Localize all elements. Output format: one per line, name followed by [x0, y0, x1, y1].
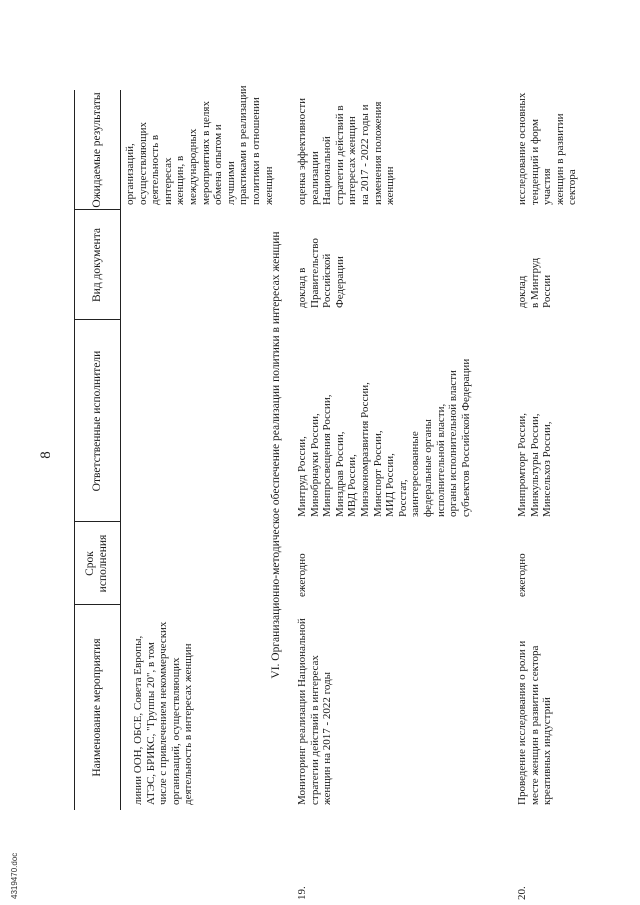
row-name: Мониторинг реализации Национальной стратегии действий в интересах женщин на 2017 - 2022 годы — [296, 618, 334, 805]
row-term: ежегодно — [296, 553, 308, 597]
header-name: Наименование мероприятия — [90, 638, 103, 777]
header-bottom-border — [120, 90, 121, 810]
header-doc-type: Вид документа — [90, 228, 103, 302]
header-term: Срок исполнения — [84, 534, 109, 593]
row-number: 20. — [516, 886, 528, 900]
row-doc-type: доклад в Минтруд России — [516, 257, 554, 308]
row-number: 19. — [296, 886, 308, 900]
row-name: Проведение исследования о роли и месте женщин в развитии сектора креативных индустрий — [516, 640, 554, 805]
header-executors: Ответственные исполнители — [90, 350, 103, 492]
row-results: исследование основных тенденций и форм участия женщин в развитии сектора — [516, 92, 579, 205]
section-title: VI. Организационно-методическое обеспечение реализации политики в интересах женщин — [270, 231, 282, 679]
row-results: оценка эффективности реализации Национальной стратегии действий в интересах женщин на 2017 - 2022 годы и изменения положения женщин — [296, 97, 397, 205]
row-executors: Минтруд России, Минобрнауки России, Минпросвещения России, Минздрав России, МВД России, Минэкономразвития России, Минспорт России, МИД России, Росстат, заинтересованные федеральные органы исполнительной власти, органы исполнительной власти субъектов Российской Федерации — [296, 358, 472, 517]
continuation-results: организаций, осуществляющих деятельность в интересах женщин, в международных мероприятиях в целях обмена опытом и лучшими практиками в реализации политики в отношении женщин — [124, 85, 275, 205]
row-doc-type: доклад в Правительство Российской Федерации — [296, 238, 346, 308]
row-executors: Минпромторг России, Минкультуры России, Минсельхоз России, — [516, 412, 554, 517]
document-id: 4319470.doc — [10, 852, 19, 899]
page-number: 8 — [38, 451, 54, 459]
row-term: ежегодно — [516, 553, 528, 597]
header-results: Ожидаемые результаты — [90, 92, 103, 208]
continuation-name: линии ООН, ОБСЕ, Совета Европы, АТЭС, БРИКС, "Группы 20", в том числе с привлечением некоммерческих организаций, осуществляющих деятельность в интересах женщин — [132, 621, 195, 805]
